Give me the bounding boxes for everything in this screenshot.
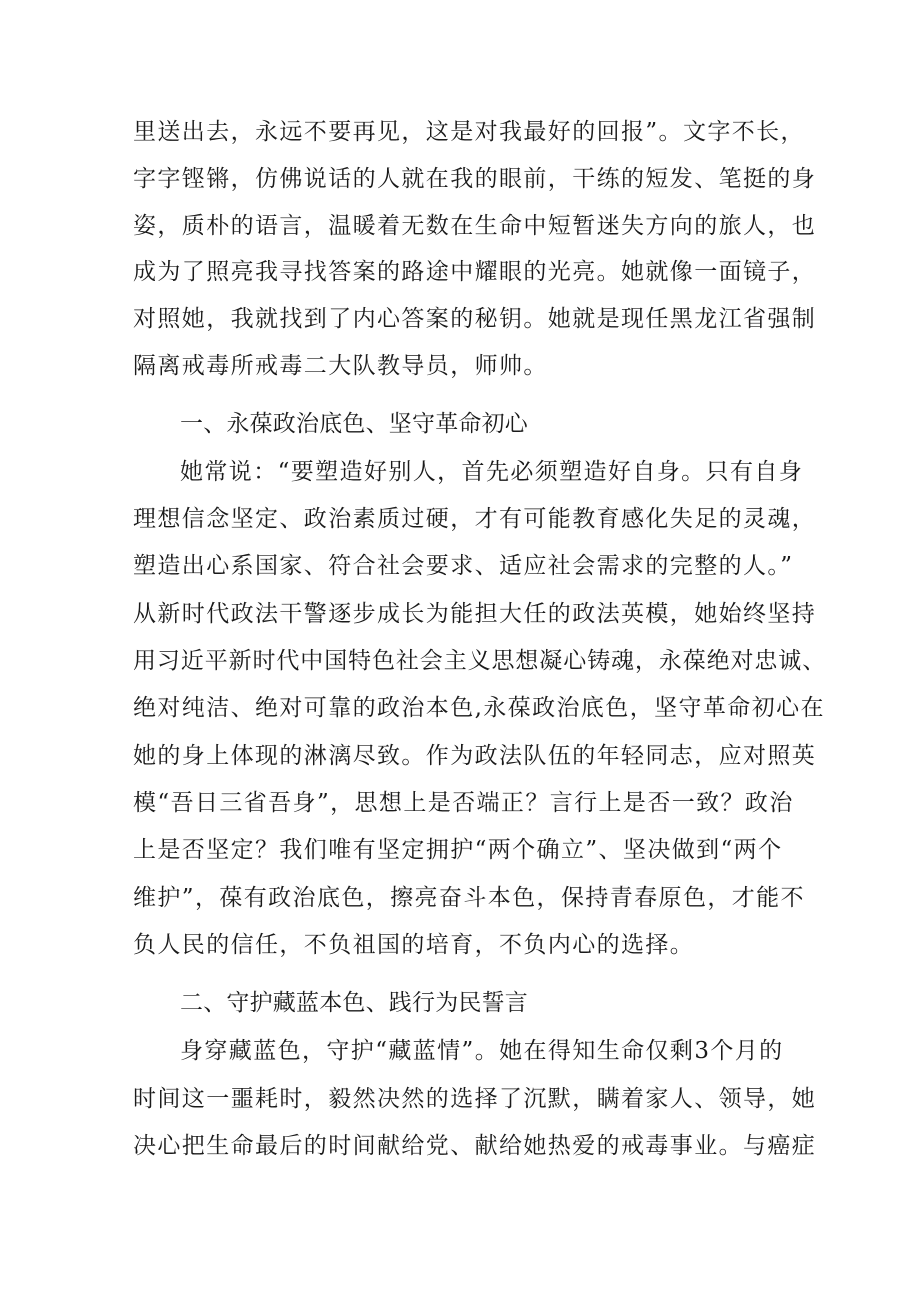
paragraph-line: 塑造出心系国家、符合社会要求、适应社会需求的完整的人。” xyxy=(133,553,794,579)
paragraph-line: 从新时代政法干警逐步成长为能担大任的政法英模，她始终坚持 xyxy=(133,601,817,627)
paragraph-line: 她的身上体现的淋漓尽致。作为政法队伍的年轻同志，应对照英 xyxy=(133,743,817,769)
paragraph-line: 成为了照亮我寻找答案的路途中耀眼的光亮。她就像一面镜子， xyxy=(133,259,817,285)
section-heading-2: 二、守护藏蓝本色、践行为民誓言 xyxy=(180,990,528,1016)
section-heading-1: 一、永葆政治底色、坚守革命初心 xyxy=(180,411,528,437)
paragraph-line: 模“吾日三省吾身”，思想上是否端正？言行上是否一致？政治 xyxy=(133,790,794,816)
paragraph-line: 决心把生命最后的时间献给党、献给她热爱的戒毒事业。与癌症 xyxy=(133,1133,817,1159)
paragraph-line: 身穿藏蓝色，守护“藏蓝情”。她在得知生命仅剩3个月的 xyxy=(180,1038,784,1064)
paragraph-line: 维护”，葆有政治底色，擦亮奋斗本色，保持青春原色，才能不 xyxy=(133,885,805,911)
paragraph-line: 姿，质朴的语言，温暖着无数在生命中短暂迷失方向的旅人，也 xyxy=(133,213,817,239)
paragraph-line: 对照她，我就找到了内心答案的秘钥。她就是现任黑龙江省强制 xyxy=(133,306,817,332)
paragraph-line: 里送出去，永远不要再见，这是对我最好的回报”。文字不长， xyxy=(133,119,805,145)
paragraph-line: 绝对纯洁、绝对可靠的政治本色,永葆政治底色，坚守革命初心在 xyxy=(133,695,825,721)
paragraph-line: 负人民的信任，不负祖国的培育，不负内心的选择。 xyxy=(133,932,695,958)
paragraph-line: 时间这一噩耗时，毅然决然的选择了沉默，瞒着家人、领导，她 xyxy=(133,1086,817,1112)
paragraph-line: 理想信念坚定、政治素质过硬，才有可能教育感化失足的灵魂， xyxy=(133,506,817,532)
paragraph-line: 字字铿锵，仿佛说话的人就在我的眼前，干练的短发、笔挺的身 xyxy=(133,166,817,192)
paragraph-line: 上是否坚定？我们唯有坚定拥护“两个确立”、坚决做到“两个 xyxy=(133,837,783,863)
paragraph-line: 隔离戒毒所戒毒二大队教导员，师帅。 xyxy=(133,353,548,379)
paragraph-line: 用习近平新时代中国特色社会主义思想凝心铸魂，永葆绝对忠诚、 xyxy=(133,648,827,674)
paragraph-line: 她常说：“要塑造好别人，首先必须塑造好自身。只有自身 xyxy=(180,459,804,485)
